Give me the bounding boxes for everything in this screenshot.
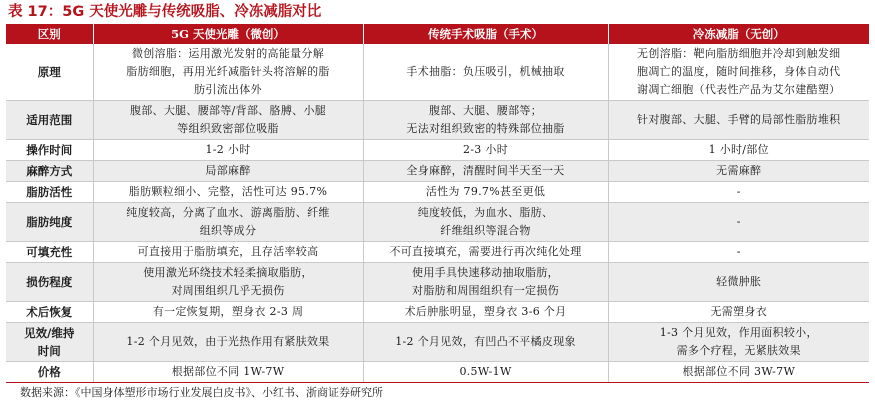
cell-text-line: 对脂肪和周围组织有一定损伤 (412, 284, 559, 297)
cell-text-line: 有一定恢复期，塑身衣 2-3 周 (152, 305, 304, 318)
cell-text-line: 1-2 小时 (205, 143, 251, 156)
cell-5g-angel-sculpting (93, 263, 363, 302)
cell-text-line: 全身麻醉，清醒时间半天至一天 (406, 164, 565, 177)
cell-cryolipolysis (608, 161, 869, 182)
row-label-line: 见效/维持 (24, 326, 75, 340)
cell-text-line: 0.5W-1W (459, 365, 512, 378)
cell-text-line: 使用激光环绕技术轻柔摘取脂肪， (143, 266, 313, 279)
cell-text-line: 无法对组织致密的特殊部位抽脂 (406, 122, 565, 135)
cell-text-line: 脂肪细胞，再用光纤减脂针头将溶解的脂 (126, 65, 330, 78)
cell-5g-angel-sculpting (93, 323, 363, 362)
cell-5g-angel-sculpting (93, 203, 363, 242)
cell-text-line: 等组织致密部位吸脂 (177, 122, 279, 135)
cell-text-line: 纯度较高，分离了血水、游离脂肪、纤维 (126, 206, 330, 219)
cell-text-line: 轻微肿胀 (716, 275, 762, 288)
cell-traditional-liposuction (363, 263, 608, 302)
header-cell-traditional-liposuction: 传统手术吸脂（手术） (363, 24, 608, 44)
table-title: 表 17：5G 天使光雕与传统吸脂、冷冻减脂对比 (8, 4, 322, 20)
cell-5g-angel-sculpting (93, 161, 363, 182)
cell-text-line: 腹部、大腿、腰部等/背部、胳膊、小腿 (129, 104, 327, 117)
table-row (6, 203, 869, 242)
cell-text-line: 1 小时/部位 (708, 143, 769, 156)
cell-cryolipolysis (608, 140, 869, 161)
cell-cryolipolysis (608, 323, 869, 362)
cell-text-line: 术后肿胀明显，塑身衣 3-6 个月 (404, 305, 567, 318)
cell-text-line: 手术抽脂：负压吸引，机械抽取 (406, 65, 565, 78)
row-label: 麻醉方式 (6, 161, 93, 182)
header-cell-distinction: 区别 (6, 24, 93, 44)
cell-text-line: 不可直接填充，需要进行再次纯化处理 (389, 245, 582, 258)
table-row (6, 140, 869, 161)
cell-text-line: 无创溶脂：靶向脂肪细胞并冷却到触发细 (637, 47, 841, 60)
cell-text-line: 1-3 个月见效，作用面积较小， (659, 326, 818, 339)
header-cell-5g-angel-sculpting: 5G 天使光雕（微创） (93, 24, 363, 44)
cell-text-line: 纯度较低，为血水、脂肪、 (417, 206, 554, 219)
cell-traditional-liposuction (363, 362, 608, 383)
cell-cryolipolysis (608, 203, 869, 242)
header-row (6, 24, 869, 44)
cell-text-line: - (736, 215, 741, 228)
cell-traditional-liposuction (363, 242, 608, 263)
cell-traditional-liposuction (363, 182, 608, 203)
cell-text-line: 使用手具快速移动抽取脂肪， (412, 266, 559, 279)
table-row (6, 242, 869, 263)
cell-traditional-liposuction (363, 302, 608, 323)
comparison-table (6, 24, 869, 383)
cell-5g-angel-sculpting (93, 101, 363, 140)
header-cell-cryolipolysis: 冷冻减脂（无创） (608, 24, 869, 44)
row-label: 价格 (6, 362, 93, 383)
table-body (6, 44, 869, 383)
cell-cryolipolysis (608, 101, 869, 140)
table-header (6, 24, 869, 44)
table-row (6, 362, 869, 383)
cell-text-line: 2-3 小时 (462, 143, 508, 156)
row-label: 可填充性 (6, 242, 93, 263)
cell-5g-angel-sculpting (93, 182, 363, 203)
cell-5g-angel-sculpting (93, 242, 363, 263)
cell-text-line: 根据部位不同 3W-7W (682, 365, 796, 378)
table-row (6, 161, 869, 182)
cell-text-line: 局部麻醉 (205, 164, 251, 177)
cell-5g-angel-sculpting (93, 140, 363, 161)
cell-text-line: 针对腹部、大腿、手臂的局部性脂肪堆积 (637, 113, 841, 126)
cell-text-line: 1-2 个月见效，有凹凸不平橘皮现象 (395, 335, 576, 348)
row-label: 脂肪活性 (6, 182, 93, 203)
cell-text-line: 组织等成分 (199, 224, 257, 237)
cell-cryolipolysis (608, 44, 869, 101)
cell-text-line: 谢凋亡细胞（代表性产品为艾尔建酷塑） (637, 83, 841, 96)
cell-text-line: 可直接用于脂肪填充，且存活率较高 (137, 245, 319, 258)
cell-5g-angel-sculpting (93, 302, 363, 323)
data-source-note: 数据来源：《中国身体塑形市场行业发展白皮书》、小红书、浙商证券研究所 (20, 386, 383, 399)
cell-traditional-liposuction (363, 44, 608, 101)
cell-text-line: - (736, 245, 741, 258)
row-label: 原理 (6, 44, 93, 101)
cell-text-line: 根据部位不同 1W-7W (171, 365, 285, 378)
row-label: 操作时间 (6, 140, 93, 161)
cell-traditional-liposuction (363, 323, 608, 362)
cell-text-line: 1-2 个月见效，由于光热作用有紧肤效果 (126, 335, 330, 348)
row-label: 适用范围 (6, 101, 93, 140)
row-label: 脂肪纯度 (6, 203, 93, 242)
cell-text-line: 无需塑身衣 (710, 305, 767, 318)
row-label: 损伤程度 (6, 263, 93, 302)
cell-5g-angel-sculpting (93, 44, 363, 101)
row-label: 术后恢复 (6, 302, 93, 323)
cell-5g-angel-sculpting (93, 362, 363, 383)
cell-cryolipolysis (608, 362, 869, 383)
cell-traditional-liposuction (363, 161, 608, 182)
report-table-figure (6, 0, 869, 403)
cell-cryolipolysis (608, 302, 869, 323)
cell-text-line: 对周围组织几乎无损伤 (171, 284, 285, 297)
table-row (6, 182, 869, 203)
cell-traditional-liposuction (363, 140, 608, 161)
cell-text-line: 胞凋亡的温度，随时间推移，身体自动代 (637, 65, 841, 78)
cell-text-line: 腹部、大腿、腰部等； (429, 104, 542, 117)
table-row (6, 263, 869, 302)
cell-text-line: 无需麻醉 (716, 164, 762, 177)
cell-cryolipolysis (608, 242, 869, 263)
cell-text-line: - (736, 185, 741, 198)
cell-text-line: 脂肪颗粒细小、完整，活性可达 95.7% (128, 185, 328, 198)
table-row (6, 302, 869, 323)
cell-cryolipolysis (608, 263, 869, 302)
cell-text-line: 需多个疗程，无紧肤效果 (676, 344, 801, 357)
cell-text-line: 微创溶脂：运用激光发射的高能量分解 (131, 47, 325, 60)
table-row (6, 101, 869, 140)
row-label-line: 时间 (37, 344, 61, 358)
cell-text-line: 活性为 79.7%甚至更低 (425, 185, 546, 198)
table-row (6, 44, 869, 101)
cell-text-line: 纤维组织等混合物 (440, 224, 531, 237)
cell-text-line: 肪引流出体外 (194, 83, 262, 96)
cell-cryolipolysis (608, 182, 869, 203)
table-row (6, 323, 869, 362)
cell-traditional-liposuction (363, 101, 608, 140)
row-label (6, 323, 93, 362)
cell-traditional-liposuction (363, 203, 608, 242)
